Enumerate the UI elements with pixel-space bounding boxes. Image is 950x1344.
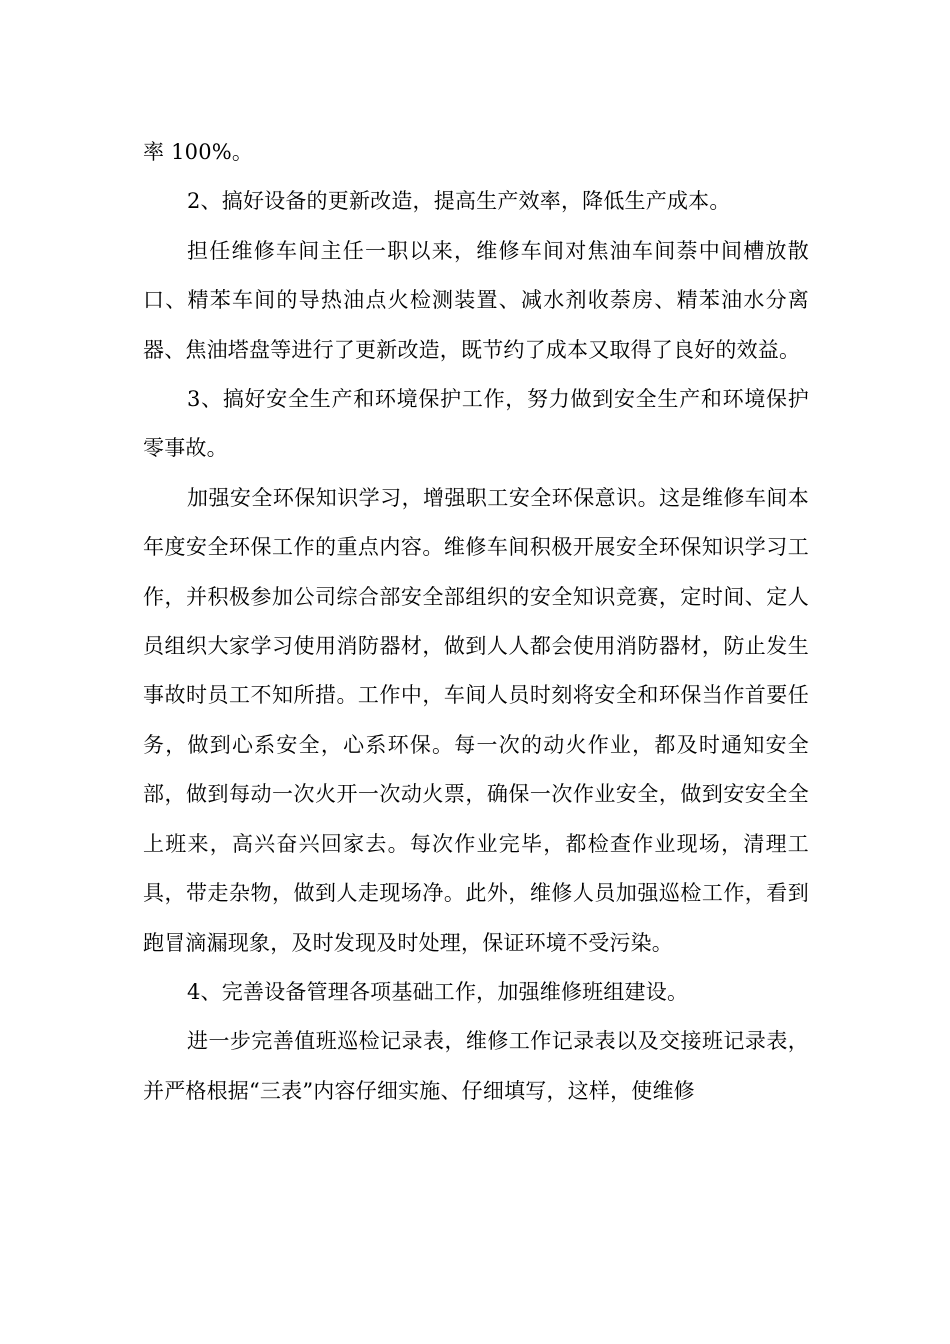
paragraph-records: 进一步完善值班巡检记录表，维修工作记录表以及交接班记录表，并严格根据“三表”内容仔细实施、仔细填写，这样，使维修	[143, 1029, 809, 1103]
document-body	[143, 128, 809, 1116]
paragraph-heading-4: 4、完善设备管理各项基础工作，加强维修班组建设。	[187, 979, 689, 1004]
paragraph-continuation: 率 100%。	[143, 140, 254, 164]
paragraph-safety-environment: 加强安全环保知识学习，增强职工安全环保意识。这是维修车间本年度安全环保工作的重点内容。维修车间积极开展安全环保知识学习工作，并积极参加公司综合部安全部组织的安全知识竞赛，定时间、定人员组织大家学习使用消防器材，做到人人都会使用消防器材，防止发生事故时员工不知所措。工作中，车间人员时刻将安全和环保当作首要任务，做到心系安全，心系环保。每一次的动火作业，都及时通知安全部，做到每动一次火开一次动火票，确保一次作业安全，做到安安全全上班来，高兴奋兴回家去。每次作业完毕，都检查作业现场，清理工具，带走杂物，做到人走现场净。此外，维修人员加强巡检工作，看到跑冒滴漏现象，及时发现及时处理，保证环境不受污染。	[143, 485, 809, 955]
paragraph-heading-2: 2、搞好设备的更新改造，提高生产效率，降低生产成本。	[187, 189, 731, 214]
paragraph-equipment-upgrade: 担任维修车间主任一职以来，维修车间对焦油车间萘中间槽放散口、精苯车间的导热油点火检测装置、减水剂收萘房、精苯油水分离器、焦油塔盘等进行了更新改造，既节约了成本又取得了良好的效益。	[143, 238, 809, 362]
paragraph-heading-3: 3、搞好安全生产和环境保护工作，努力做到安全生产和环境保护零事故。	[143, 387, 809, 461]
